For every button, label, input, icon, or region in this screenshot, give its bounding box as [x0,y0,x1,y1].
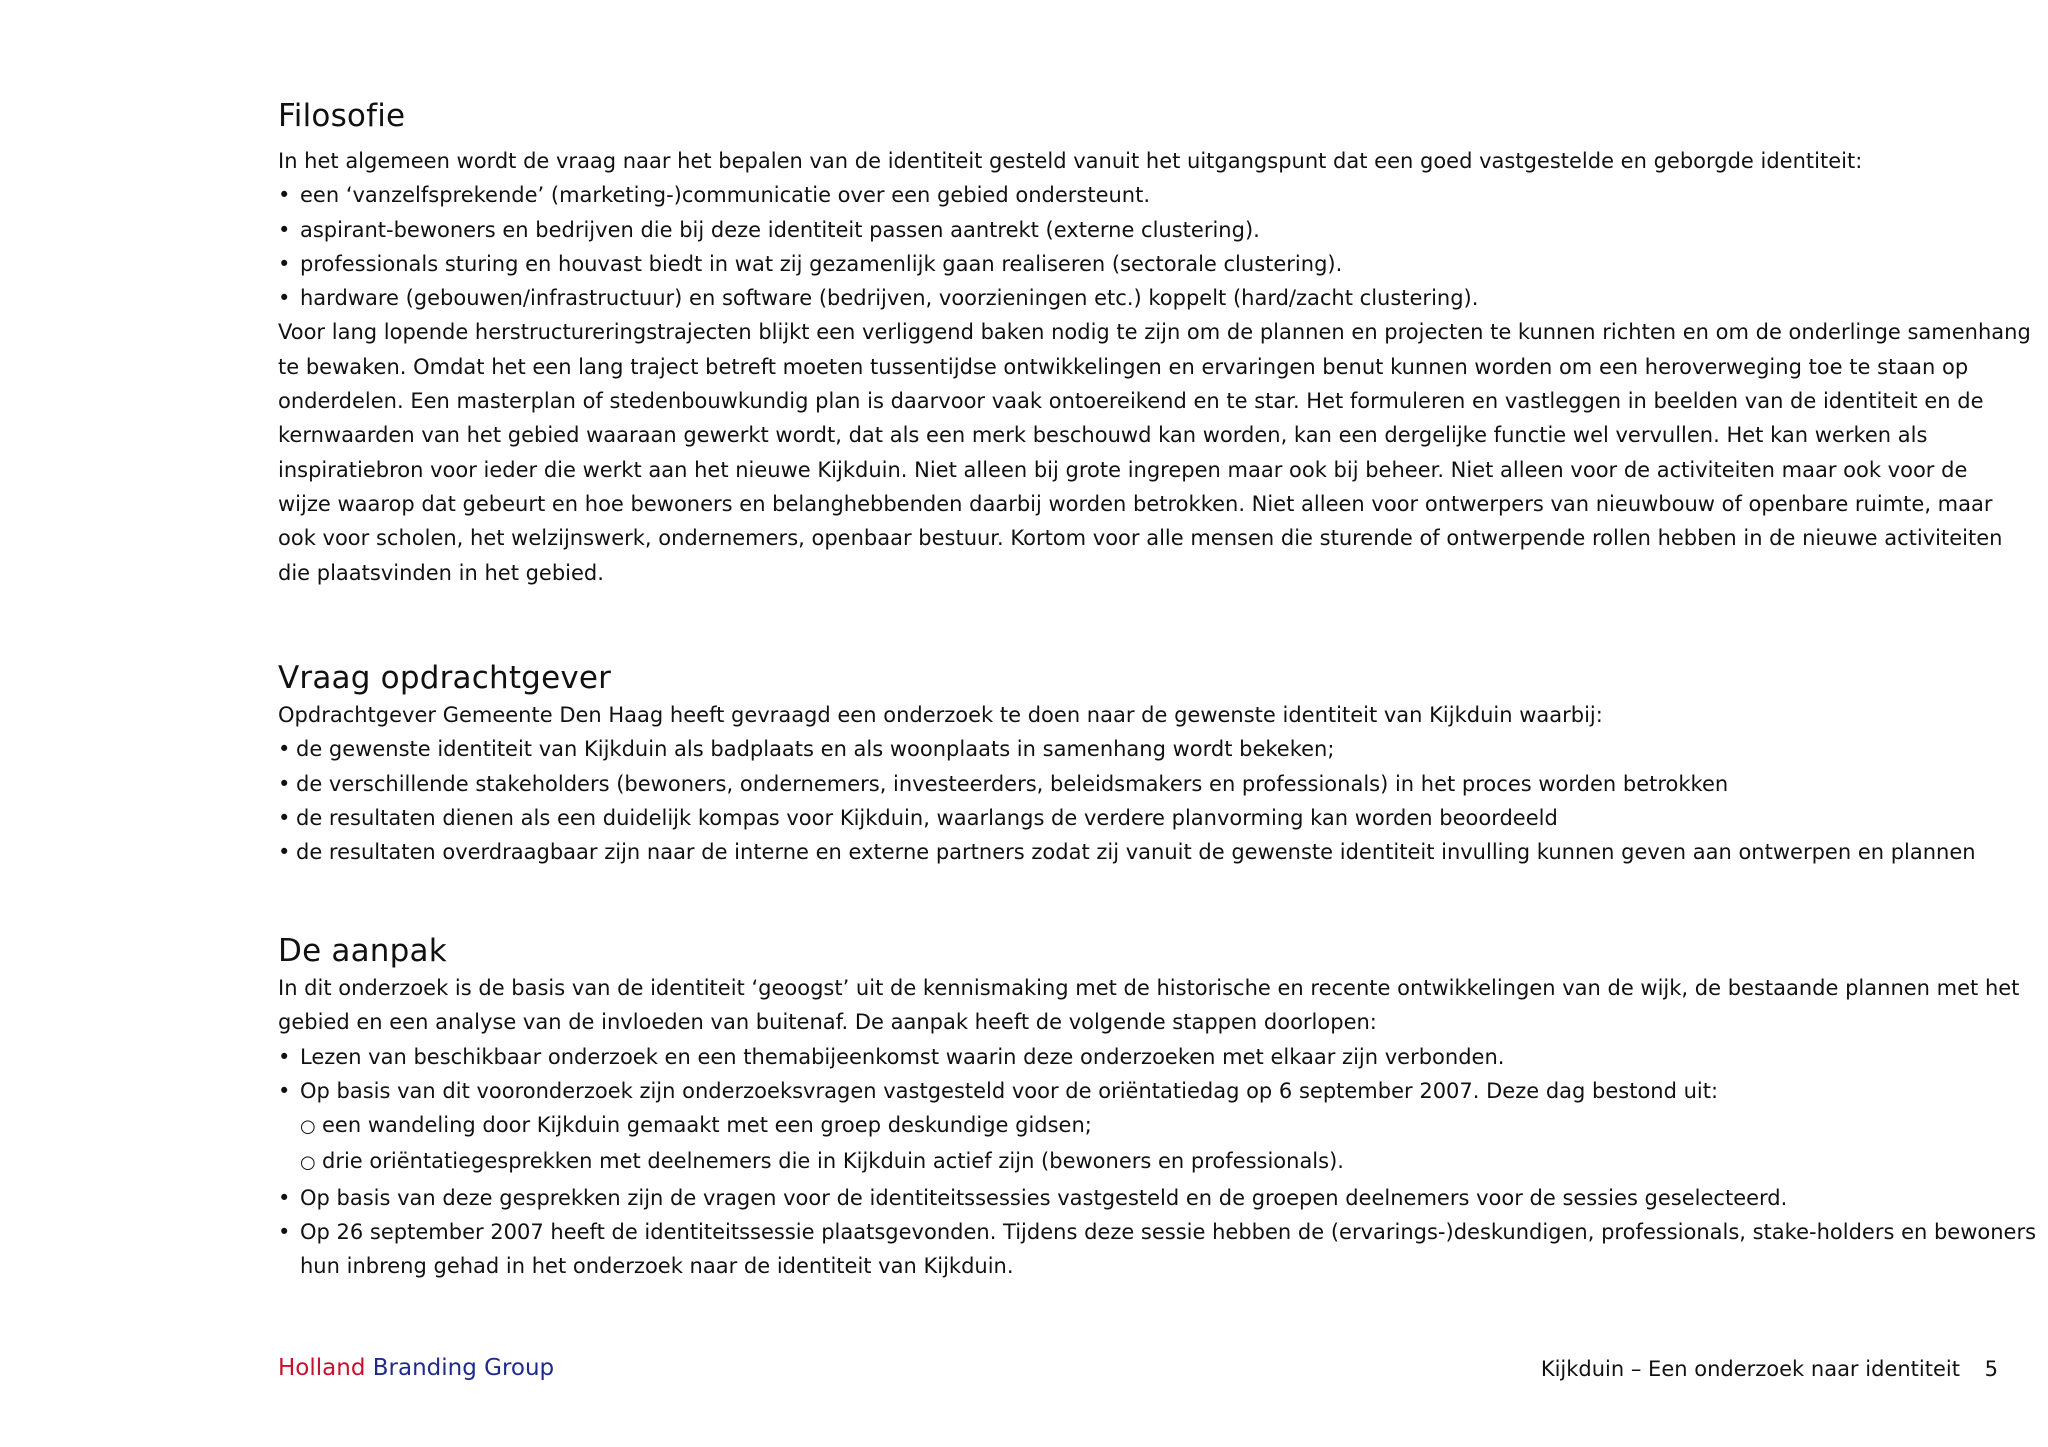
bullet-icon: • [278,1078,291,1103]
paragraph-line: inspiratiebron voor ieder die werkt aan het nieuwe Kijkduin. Niet alleen bij grote ingrepen maar ook bij beheer. Niet alleen voor de activiteiten maar ook voor de [278,457,1968,482]
footer-doc-info [1541,1357,1998,1381]
bullet-text: aspirant-bewoners en bedrijven die bij deze identiteit passen aantrekt (externe clustering). [300,217,1260,242]
paragraph-line: Voor lang lopende herstructureringstrajecten blijkt een verliggend baken nodig te zijn om de plannen en projecten te kunnen richten en om de onderlinge samenhang [278,320,2031,345]
list-item [278,835,1976,869]
bullet-icon: • [278,737,291,762]
section-filosofie [278,98,2031,590]
bullet-text: de resultaten dienen als een duidelijk kompas voor Kijkduin, waarlangs de verdere planvorming kan worden beoordeeld [296,805,1558,830]
sub-list-item [278,1144,2036,1180]
section-title-vraag: Vraag opdrachtgever [278,660,612,696]
bullet-text: hardware (gebouwen/infrastructuur) en software (bedrijven, voorzieningen etc.) koppelt (hard/zacht clustering). [300,286,1479,311]
section-de-aanpak [278,933,2036,1284]
list-item [278,1215,2036,1249]
sub-bullet-text: drie oriëntatiegesprekken met deelnemers die in Kijkduin actief zijn (bewoners en professionals). [322,1149,1344,1174]
bullet-text: Op basis van dit vooronderzoek zijn onderzoeksvragen vastgesteld voor de oriëntatiedag op 6 september 2007. Deze dag bestond uit: [300,1078,1719,1103]
bullet-icon: • [278,1220,291,1245]
sub-list-item [278,1108,2036,1144]
bullet-text: Op basis van deze gesprekken zijn de vragen voor de identiteitssessies vastgesteld en de groepen deelnemers voor de sessies geselecteerd. [300,1185,1788,1210]
list-item [278,1181,2036,1215]
list-item [278,178,2031,212]
paragraph-line: ook voor scholen, het welzijnswerk, ondernemers, openbaar bestuur. Kortom voor alle mensen die sturende of ontwerpende rollen hebben in de nieuwe activiteiten [278,526,2003,551]
bullet-text: de verschillende stakeholders (bewoners, ondernemers, investeerders, beleidsmakers en professionals) in het proces worden betrokken [296,771,1729,796]
bullet-text: professionals sturing en houvast biedt in wat zij gezamenlijk gaan realiseren (sectorale clustering). [300,251,1343,276]
aanpak-intro-line: gebied en een analyse van de invloeden van buitenaf. De aanpak heeft de volgende stappen doorlopen: [278,1010,1377,1035]
section-vraag-opdrachtgever [278,660,1976,869]
bullet-icon: • [278,286,291,311]
paragraph-line: wijze waarop dat gebeurt en hoe bewoners en belanghebbenden daarbij worden betrokken. Niet alleen voor ontwerpers van nieuwbouw of openbare ruimte, maar [278,491,1993,516]
bullet-text: Op 26 september 2007 heeft de identiteitssessie plaatsgevonden. Tijdens deze sessie hebben de (ervarings-)deskundigen, professionals, stake-holders en bewoners [300,1220,2037,1245]
footer-brand [278,1355,554,1381]
bullet-icon: • [278,840,291,865]
aanpak-intro-line: In dit onderzoek is de basis van de identiteit ‘geoogst’ uit de kennismaking met de historische en recente ontwikkelingen van de wijk, de bestaande plannen met het [278,976,2020,1000]
list-item [278,281,2031,315]
brand-name-branding-group: Branding Group [372,1355,555,1381]
bullet-icon: • [278,1044,291,1069]
list-item [278,1040,2036,1074]
page-number: 5 [1984,1357,1998,1381]
bullet-continuation: hun inbreng gehad in het onderzoek naar de identiteit van Kijkduin. [300,1254,1014,1279]
sub-bullet-text: een wandeling door Kijkduin gemaakt met een groep deskundige gidsen; [322,1113,1092,1138]
bullet-text: een ‘vanzelfsprekende’ (marketing-)communicatie over een gebied ondersteunt. [300,183,1151,208]
bullet-text: de gewenste identiteit van Kijkduin als badplaats en als woonplaats in samenhang wordt bekeken; [296,737,1335,762]
paragraph-line: onderdelen. Een masterplan of stedenbouwkundig plan is daarvoor vaak ontoereikend en te star. Het formuleren en vastleggen in beelden van de identiteit en de [278,389,1984,414]
footer-doc-title: Kijkduin – Een onderzoek naar identiteit [1540,1357,1960,1381]
list-item [278,1074,2036,1108]
bullet-icon: • [278,251,291,276]
bullet-icon: • [278,217,291,242]
bullet-text: Lezen van beschikbaar onderzoek en een themabijeenkomst waarin deze onderzoeken met elkaar zijn verbonden. [300,1044,1505,1069]
list-item [278,213,2031,247]
list-item [278,247,2031,281]
list-item [278,801,1976,835]
list-item [278,767,1976,801]
brand-name-holland: Holland [278,1355,366,1381]
filosofie-intro: In het algemeen wordt de vraag naar het bepalen van de identiteit gesteld vanuit het uitgangspunt dat een goed vastgestelde en geborgde identiteit: [278,149,1863,173]
circle-bullet-icon: ○ [300,1116,316,1138]
circle-bullet-icon: ○ [300,1152,316,1174]
bullet-icon: • [278,805,291,830]
vraag-intro: Opdrachtgever Gemeente Den Haag heeft gevraagd een onderzoek te doen naar de gewenste identiteit van Kijkduin waarbij: [278,703,1603,727]
paragraph-line: die plaatsvinden in het gebied. [278,560,604,585]
bullet-icon: • [278,1185,291,1210]
paragraph-line: te bewaken. Omdat het een lang traject betreft moeten tussentijdse ontwikkelingen en ervaringen benut kunnen worden om een heroverweging toe te staan op [278,354,1969,379]
section-title-aanpak: De aanpak [278,933,447,969]
section-title-filosofie: Filosofie [278,98,406,134]
bullet-icon: • [278,183,291,208]
list-item [278,732,1976,766]
bullet-text: de resultaten overdraagbaar zijn naar de interne en externe partners zodat zij vanuit de gewenste identiteit invulling kunnen geven aan ontwerpen en plannen [296,840,1976,865]
bullet-icon: • [278,771,291,796]
paragraph-line: kernwaarden van het gebied waaraan gewerkt wordt, dat als een merk beschouwd kan worden, kan een dergelijke functie wel vervullen. Het kan werken als [278,423,1928,448]
